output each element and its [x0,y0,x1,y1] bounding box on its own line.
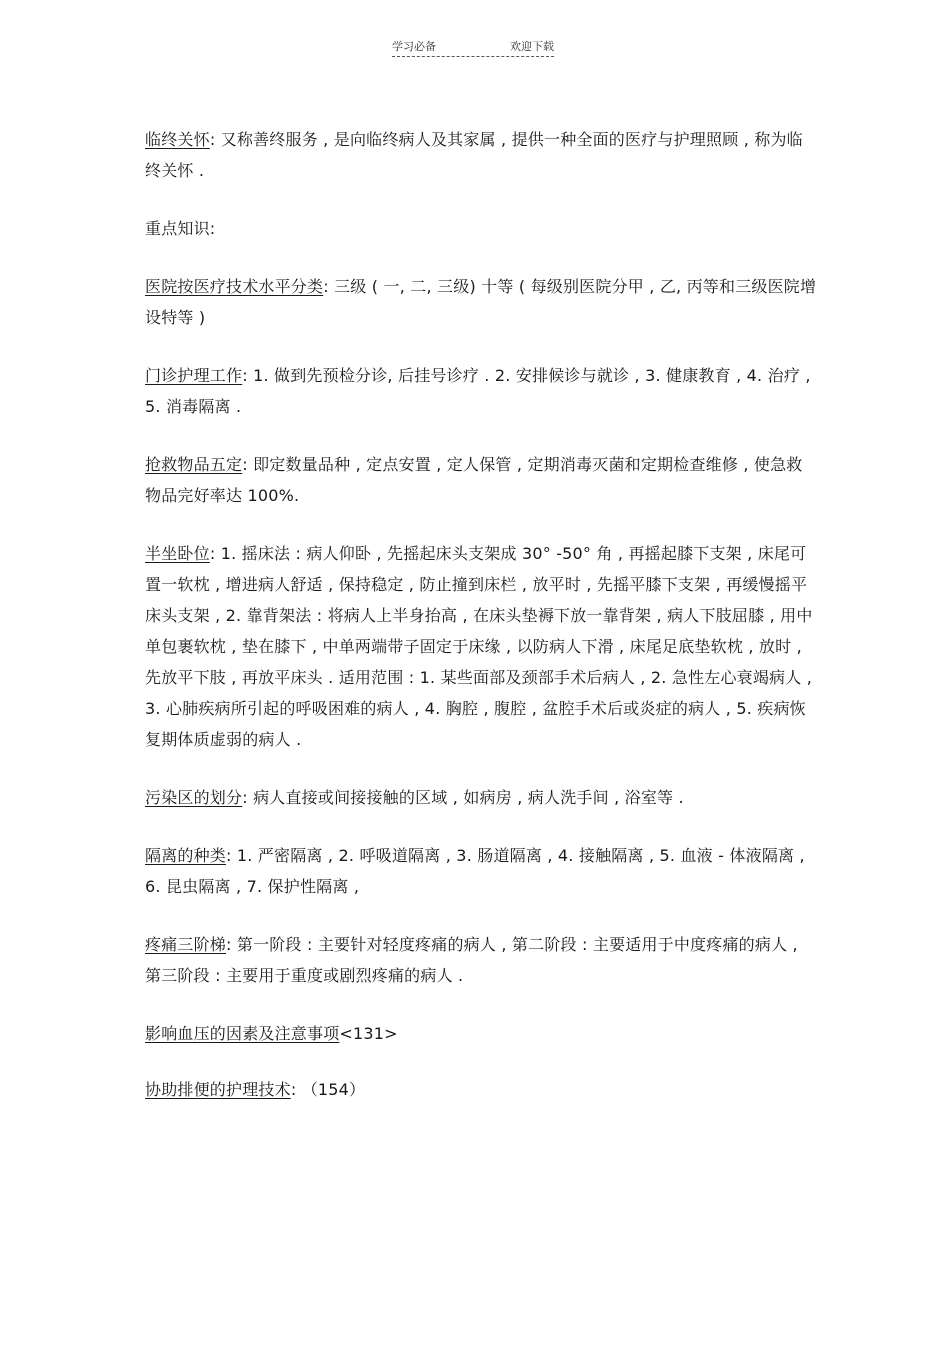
section-heading: 重点知识: [145,219,216,238]
term-definition: : 第一阶段 : 主要针对轻度疼痛的病人 , 第二阶段 : 主要适用于中度疼痛的病人 , 第三阶段 : 主要用于重度或剧烈疼痛的病人 . [145,935,798,985]
term-label: 抢救物品五定 [145,455,243,474]
term-definition: : （154） [290,1080,366,1099]
term-definition: : 1. 摇床法 : 病人仰卧 , 先摇起床头支架成 30° -50° 角 , 再摇起膝下支架 , 床尾可置一软枕 , 增进病人舒适 , 保持稳定 , 防止撞到床栏 , 放平时 , 先摇平膝下支架 , 再缓慢摇平床头支架 , 2. 靠背架法 : 将病人上半身抬高 , 在床头垫褥下放一靠背架 , 病人下肢屈膝 , 用中单包裹软枕 , 垫在膝下 , 中单两端带子固定于床缘 , 以防病人下滑 , 床尾足底垫软枕 , 放时 , 先放平下肢 , 再放平床头 . 适用范围 : 1. 某些面部及颈部手术后病人 , 2. 急性左心衰竭病人 , 3. 心肺疾病所引起的呼吸困难的病人 , 4. 胸腔 , 腹腔 , 盆腔手术后或炎症的病人 , 5. 疾病恢复期体质虚弱的病人 . [145,544,813,749]
term-definition: : 三级 ( 一, 二, 三级) 十等 ( 每级别医院分甲 , 乙, 丙等和三级医院增设特等 ) [145,277,817,327]
term-label: 疼痛三阶梯 [145,935,227,954]
term-definition: : 1. 做到先预检分诊, 后挂号诊疗 . 2. 安排候诊与就诊 , 3. 健康教育 , 4. 治疗 , 5. 消毒隔离 . [145,366,811,416]
paragraph-rescue-supplies [145,449,817,511]
paragraph-outpatient-nursing [145,360,817,422]
term-label: 隔离的种类 [145,846,227,865]
term-label: 协助排便的护理技术 [145,1080,291,1099]
paragraph-defecation-assistance [145,1074,817,1105]
term-label: 影响血压的因素及注意事项 [145,1024,340,1043]
paragraph-semi-fowler-position [145,538,817,755]
document-body [145,124,817,1130]
term-label: 临终关怀 [145,130,210,149]
paragraph-hospice-care [145,124,817,186]
term-label: 污染区的划分 [145,788,243,807]
paragraph-key-knowledge [145,213,817,244]
paragraph-contaminated-zone [145,782,817,813]
header-left-text: 学习必备 [392,40,436,53]
paragraph-pain-ladder [145,929,817,991]
term-label: 半坐卧位 [145,544,210,563]
term-label: 医院按医疗技术水平分类 [145,277,324,296]
paragraph-isolation-types [145,840,817,902]
term-definition: : 病人直接或间接接触的区域 , 如病房 , 病人洗手间 , 浴室等 . [242,788,684,807]
term-definition: : 1. 严密隔离 , 2. 呼吸道隔离 , 3. 肠道隔离 , 4. 接触隔离 , 5. 血液 - 体液隔离 , 6. 昆虫隔离 , 7. 保护性隔离 , [145,846,805,896]
paragraph-blood-pressure-factors [145,1018,817,1049]
term-definition: <131> [339,1024,398,1043]
page-header [392,40,554,57]
term-definition: : 即定数量品种 , 定点安置 , 定人保管 , 定期消毒灭菌和定期检查维修 , 使急救物品完好率达 100%. [145,455,803,505]
paragraph-hospital-classification [145,271,817,333]
header-right-text: 欢迎下载 [510,40,554,53]
term-label: 门诊护理工作 [145,366,243,385]
term-definition: : 又称善终服务 , 是向临终病人及其家属 , 提供一种全面的医疗与护理照顾 , 称为临终关怀 . [145,130,803,180]
